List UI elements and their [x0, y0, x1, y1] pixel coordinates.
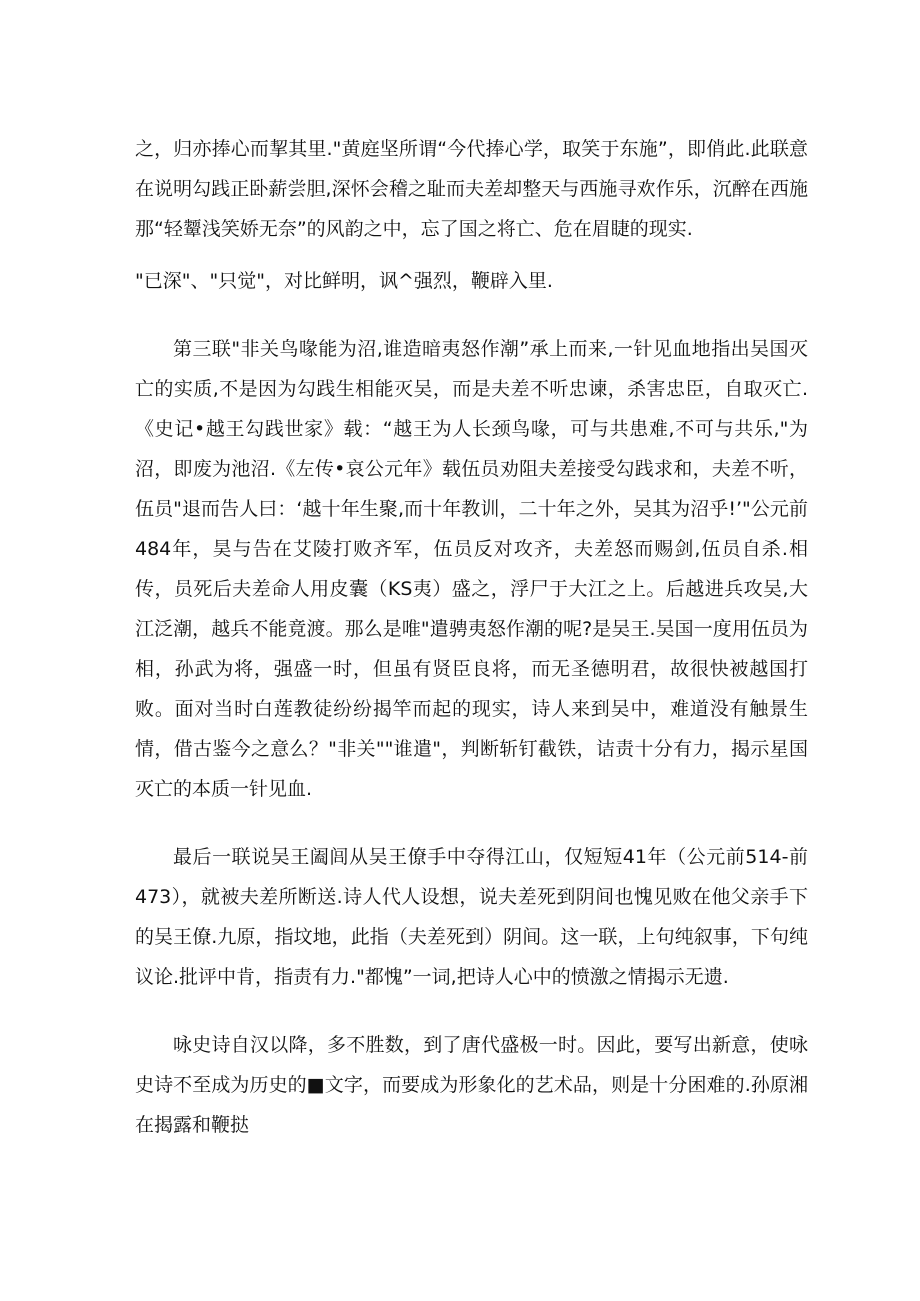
paragraph-2: "已深"、"只觉"，对比鲜明，讽^强烈，鞭辟入里. — [135, 270, 553, 292]
paragraph-5: 咏史诗自汉以降，多不胜数，到了唐代盛极一时。因此，要写出新意，使咏史诗不至成为历史的■文字，而要成为形象化的艺术品，则是十分困难的.孙原湘在揭露和鞭挞 — [135, 1034, 808, 1136]
paragraph-4: 最后一联说吴王阖闾从吴王僚手中夺得江山，仅短短41年（公元前514-前473），就被夫差所断送.诗人代人设想，说夫差死到阴间也愧见败在他父亲手下的吴王僚.九原，指坟地，此指（夫差死到）阴间。这一联，上句纯叙事，下句纯议论.批评中肯，指责有力."都愧”一词,把诗人心中的愤激之情揭示无遗. — [135, 846, 808, 988]
paragraph-3: 第三联"非关鸟喙能为沼,谁造暗夷怒作潮”承上而来,一针见血地指出吴国灭亡的实质,不是因为勾践生相能灭吴，而是夫差不听忠谏，杀害忠臣，自取灭亡.《史记•越王勾践世家》载：“越王为人长颈鸟喙，可与共患难,不可与共乐,"为沼，即废为池沼.《左传•哀公元年》载伍员劝阻夫差接受勾践求和，夫差不听，伍员"退而告人曰：‘越十年生聚,而十年教训，二十年之外，吴其为沼乎!’"公元前484年，昊与告在艾陵打败齐军，伍员反对攻齐，夫差怒而赐剑,伍员自杀.相传，员死后夫差命人用皮囊（KS夷）盛之，浮尸于大江之上。后越进兵攻吴,大江泛潮，越兵不能竟渡。那么是唯"遣骋夷怒作潮的呢?是吴王.吴国一度用伍员为相，孙武为将，强盛一时，但虽有贤臣良将，而无圣德明君，故很快被越国打败。面对当时白莲教徒纷纷揭竿而起的现实，诗人来到吴中，难道没有触景生情，借古鉴今之意么？"非关""谁遣"，判断斩钉截铁，诘责十分有力，揭示星国灭亡的本质一针见血. — [135, 338, 808, 800]
paragraph-1: 之，归亦捧心而挈其里."黄庭坚所谓“今代捧心学，取笑于东施”，即俏此.此联意在说明勾践正卧薪尝胆,深怀会稽之耻而夫差却整天与西施寻欢作乐，沉醉在西施那“轻颦浅笑娇无奈”的风韵之中，忘了国之将亡、危在眉睫的现实. — [135, 138, 808, 240]
